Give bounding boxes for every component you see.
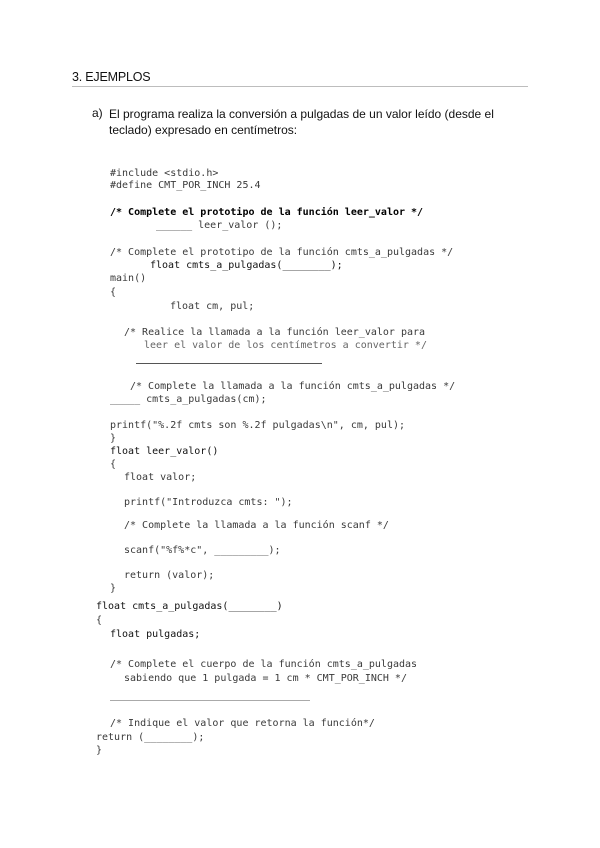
code-comment-proto-leer: /* Complete el prototipo de la función leer_valor */	[110, 207, 424, 218]
code-comment-proto-cmts: /* Complete el prototipo de la función cmts_a_pulgadas */	[110, 247, 454, 258]
code-leer-header: float leer_valor()	[110, 446, 219, 457]
code-cmts-open: {	[96, 615, 103, 626]
code-decl-pulgadas: float pulgadas;	[110, 629, 201, 640]
code-include: #include <stdio.h>	[110, 168, 219, 179]
code-define: #define CMT_POR_INCH 25.4	[110, 180, 261, 191]
list-item-text: El programa realiza la conversión a pulgadas de un valor leído (desde el teclado) expresado en centímetros:	[109, 107, 494, 137]
code-proto-leer: ______ leer_valor ();	[156, 220, 283, 231]
list-item-marker: a)	[92, 106, 103, 120]
code-comment-return: /* Indique el valor que retorna la función*/	[110, 718, 375, 729]
code-main: main()	[110, 273, 147, 284]
code-comment-body-1: /* Complete el cuerpo de la función cmts_a_pulgadas	[110, 659, 418, 670]
code-scanf-call: scanf("%f%*c", _________);	[124, 545, 281, 556]
code-cmts-close: }	[96, 745, 103, 756]
answer-blank-body	[110, 700, 310, 701]
code-main-close: }	[110, 433, 117, 444]
code-cmts-header: float cmts_a_pulgadas(________)	[96, 601, 283, 612]
code-comment-body-2: sabiendo que 1 pulgada = 1 cm * CMT_POR_INCH */	[124, 673, 407, 684]
heading-underline	[72, 86, 528, 87]
code-decl-valor: float valor;	[124, 472, 197, 483]
code-main-open: {	[110, 287, 117, 298]
code-leer-open: {	[110, 459, 117, 470]
answer-blank-call-leer	[136, 363, 322, 364]
code-printf-prompt: printf("Introduzca cmts: ");	[124, 497, 293, 508]
code-return-blank: return (________);	[96, 732, 205, 743]
code-comment-call-leer-1: /* Realice la llamada a la función leer_valor para	[124, 327, 426, 338]
code-printf-result: printf("%.2f cmts son %.2f pulgadas\n", cm, pul);	[110, 420, 406, 431]
code-comment-scanf: /* Complete la llamada a la función scanf */	[124, 520, 389, 531]
code-decl-cm-pul: float cm, pul;	[170, 301, 255, 312]
section-heading: 3. EJEMPLOS	[72, 70, 151, 84]
code-comment-call-leer-2: leer el valor de los centímetros a convertir */	[144, 340, 427, 351]
code-proto-cmts: float cmts_a_pulgadas(________);	[150, 260, 343, 271]
code-leer-close: }	[110, 583, 117, 594]
code-comment-call-cmts: /* Complete la llamada a la función cmts_a_pulgadas */	[130, 381, 456, 392]
code-call-cmts: _____ cmts_a_pulgadas(cm);	[110, 394, 267, 405]
code-return-valor: return (valor);	[124, 570, 215, 581]
